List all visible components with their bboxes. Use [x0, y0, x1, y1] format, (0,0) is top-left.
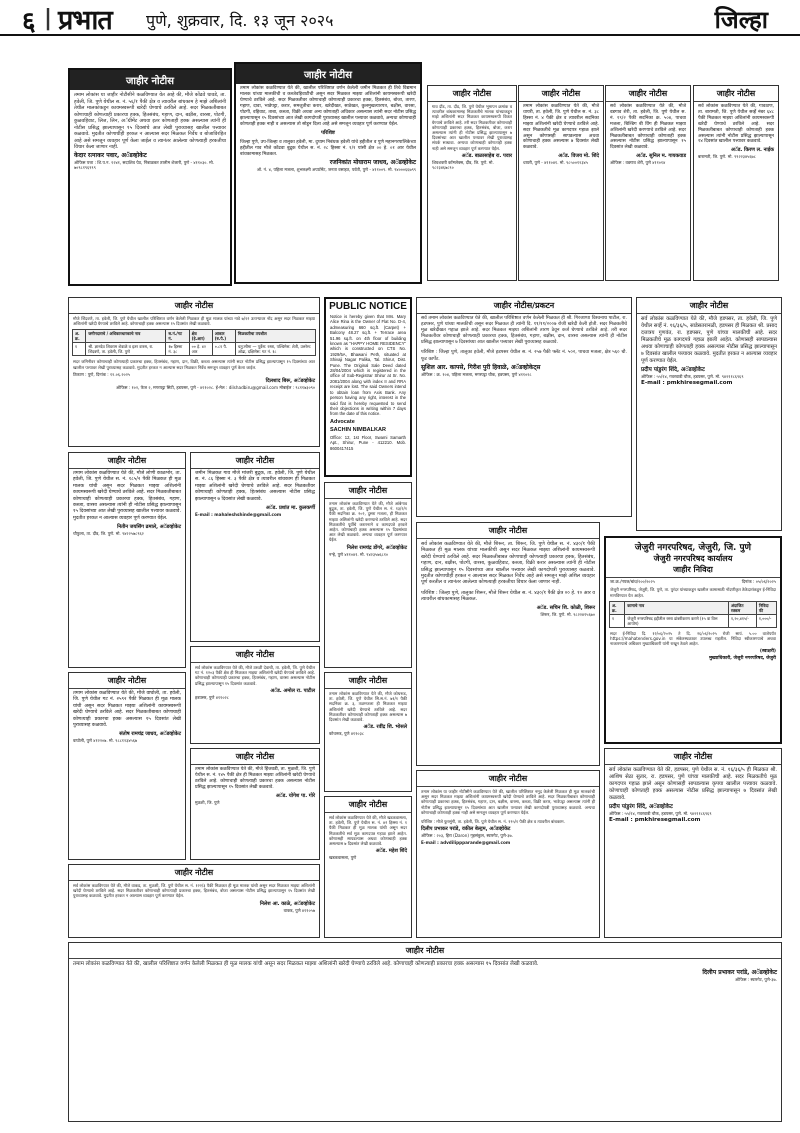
notice-kothrud: [324, 672, 412, 792]
notice-body: तमाम लोकांस कळविण्यात येते की, मौजे हिंजवडी, ता. मुळशी, जि. पुणे येथील स. नं. १४५ पैकी क्षेत्र ही मिळकत माझ्या अशिलांनी खरेदी घेण्याचे ठरविले आहे. कोणाचाही कोणत्याही प्रकारचा हक्क असल्यास नोटीस प्रसिद्ध झाल्यापासून १५ दिवसांत लेखी कळवावे.: [195, 767, 315, 790]
notice-heading: जाहीर नोटीस: [428, 86, 516, 102]
table-header: अ. क्र.: [73, 330, 86, 343]
table-header: आकार (रु.पै.): [212, 330, 235, 343]
notice-address: चौफुला, ता. दौंड, जि. पुणे. मो. ९४२२५७८९६२: [73, 531, 144, 537]
notice-body: सर्व लोकांस कळविण्यात येते की, मौजे वडगाव शेरी, ता. हवेली, जि. पुणे येथील स. नं. १९/२ पैकी सदनिका क्र. ५०४, पाचवा मजला, बिल्डिंग बी विंग ही मिळकत माझ्या अशिलांनी खरेदी करण्याचे ठरविले आहे. सदर मिळकतीबाबत कोणाचाही कोणताही हक्क असल्यास नोटीस प्रसिद्ध झाल्यापासून १५ दिवसांत लेखी कळवावे.: [610, 104, 686, 151]
notice-body: तमाम लोकांस कळविण्यात येते की, खालील परिशिष्टात वर्णन केलेली जमीन मिळकत ही तिचे विद्यमान मालक यांच्या मालकीची व कब्जेवहिवाटीची असून सदर मिळकत माझ्या अशिलांनी कायमस्वरूपी खरेदी घेण्याचे ठरविले आहे. सदर मिळकतीवर कोणाचाही कोणत्याही प्रकारचा हक्क, हितसंबंध, बोजा, तारण, गहाण, दावा, भाडेपट्टा, करार, समजुतीचा करार, खरेदीखत, साठेखत, कुलमुखत्यारपत्र, बक्षीस, वारसा, पोटगी, वहिवाट, ताबा, कब्जा, विक्री अथवा अन्य कोणताही अधिकार असल्यास त्यांनी सदर नोटीस प्रसिद्ध झाल्यापासून १५ दिवसांच्या आत लेखी कागदोपत्री पुराव्यासह खालील पत्त्यावर कळवावे, अन्यथा कोणाचाही कोणताही हक्क नाही व असल्यास तो सोडून दिला आहे असे समजून व्यवहार पूर्ण करण्यात येईल.: [240, 86, 416, 127]
tender-body: जेजुरी नगरपरिषद, जेजुरी, जि. पुणे, ता. पुरंदर यांच्याकडून खालील कामासाठी नोंदणीकृत ठेकेदारांकडून ई-निविदा मागविण्यात येत आहेत.: [610, 587, 776, 598]
notice-heading: जाहीर नोटीस: [69, 298, 319, 314]
notice-signer: प्रदीप पांडुरंग शिंदे, अॅडव्होकेट: [609, 804, 673, 810]
tender-footer: सदर ई-निविदा दि. १२/०६/२०२५ ते दि. २६/०६/२०२५ रोजी सायं. ५.०० वाजेपर्यंत https://mahatenders.gov.in या संकेतस्थळावर उपलब्ध राहतील. निविदा स्वीकारण्याचे अथवा नाकारण्याचे अधिकार मुख्याधिकारी यांनी राखून ठेवले आहेत.: [610, 630, 776, 647]
notice-body: तमाम लोकांस कळविण्यात येते की, मौजे कोथरूड, ता. हवेली, जि. पुणे येथील सि.स.नं. ७१/१ पैकी सदनिका क्र. ३, तळमजला ही मिळकत माझ्या अशिलांनी खरेदी घेण्याचे ठरविले आहे. सदर मिळकतीवर कोणाचाही कोणताही हक्क असल्यास ७ दिवसांत लेखी कळवावे.: [329, 691, 407, 723]
schedule-body: परिशिष्ट : जिल्हा पुणे, तालुका हवेली, मौजे हडपसर येथील स. नं. २५७ पैकी फ्लॅट नं. ५०२, पाचवा मजला, क्षेत्र ५६० चौ. फूट कार्पेट.: [421, 350, 627, 362]
notice-signer: अॅड. अमोल रा. पाटील: [270, 687, 315, 694]
notice-body: तमाम लोकांस कळविण्यात येते की, खालील परिशिष्टात वर्णन केलेली मिळकत ही मूळ मालक यांची असून सदर मिळकत माझ्या अशिलांनी खरेदी घेण्याचे ठरविले आहे. कोणाचाही कोणत्याही प्रकारचा हक्क असल्यास १५ दिवसांत लेखी कळवावे.: [73, 961, 539, 967]
notice-body: सर्व लोकांस कळविण्यात येते की, हडपसर, पुणे येथील स. नं. १६/३६/५ ही मिळकत श्री. आशिष सेठा सुतार, रा. हडपसर, पुणे यांच्या मालकीची आहे. सदर मिळकतीचे मूळ कागदपत्र गहाळ झाले असून कोणासही सापडल्यास कृपया खालील पत्त्यावर कळवावे. कोणाचाही कोणताही हक्क असल्यास नोटीस प्रसिद्ध झाल्यापासून ७ दिवसांत लेखी कळवावे.: [609, 767, 777, 801]
notice-heading: जाहीर नोटीस: [70, 70, 230, 90]
notice-email: E-mail : pmkhiresegmail.com: [641, 380, 733, 387]
notice-signer: अॅड. प्रशांत मा. कुलकर्णी: [265, 505, 315, 512]
notice-address: ऑफिस : क्र. १०४, पहिला मजला, मगरपट्टा चौक, हडपसर, पुणे ४११०२८: [421, 371, 532, 377]
notice-heading: जाहीर नोटीस: [191, 453, 319, 469]
notice-signer: संतोष रामचंद्र जाधव, अॅडव्होकेट: [119, 731, 181, 738]
notice-heading: जाहीर नोटीस: [325, 483, 411, 499]
table-header: मिळकतीचा तपशील: [235, 330, 315, 343]
notice-heading: जाहीर नोटीस: [637, 298, 781, 314]
notice-heading: जाहीर नोटीस: [191, 647, 319, 663]
table-cell: १,०००/-: [756, 614, 776, 627]
notice-heading: जाहीर नोटीस: [417, 771, 599, 787]
notice-address: कोथरूड, पुणे ४११०३८: [329, 731, 364, 737]
notice-email: E-mail : mahaleshshinde@gmail.com: [195, 512, 282, 518]
notice-signer: नितीन जयसिंग ढमाले, अॅडव्होकेट: [117, 524, 181, 531]
notice-manjari: [190, 452, 320, 642]
notice-heading: जाहीर नोटीस: [694, 86, 778, 102]
notice-body: सर्व लोकांस कळविण्यात येते की, मौजे खडकवासला, ता. हवेली, जि. पुणे येथील स. नं. ४२ हिस्सा नं. १ पैकी मिळकत ही मूळ मालक यांची असून सदर मिळकतीचे सर्व मूळ कागदपत्र गहाळ झाले आहेत. कोणासही सापडल्यास अथवा कोणाचाही हक्क असल्यास ७ दिवसांत लेखी कळवावे.: [329, 815, 407, 847]
notice-signer: अॅड. महेश शिंदे: [375, 848, 407, 855]
notice-body: सर्व लोकांस कळविण्यात येते की, मौजे उरुळी देवाची, ता. हवेली, जि. पुणे येथील गट नं. १२०३ पैकी क्षेत्र ही मिळकत माझ्या अशिलांनी खरेदी घेण्याचे ठरविले आहे. कोणाचाही कोणत्याही प्रकारचा हक्क, हितसंबंध, गहाण, वारसा असल्यास नोटीस प्रसिद्ध झाल्यापासून १५ दिवसांत कळवावे.: [195, 665, 315, 686]
table-header: स.नं./गट नं.: [166, 330, 189, 343]
notice-signer: केदार रत्नाकर पवार, अॅडव्होकेट: [74, 151, 147, 159]
table-header: कामाचे नाव: [625, 601, 729, 614]
notice-signer: रजनिकांत मोघाराम जाधव, अॅडव्होकेट: [329, 159, 416, 166]
masthead-separator: |: [44, 6, 53, 31]
notice-fursungi: [416, 770, 600, 938]
notice-address: ऑफिस पत्ता : शि.प.न. १२४१, सदाशिव पेठ, निंबाळकर तालीम शेजारी, पुणे - ४११०३०. मो. ७०९८१९६९९९: [74, 159, 215, 170]
notice-address: खडकवासला, पुणे: [329, 855, 357, 861]
table-header: निविदा फी: [756, 601, 776, 614]
notice-uruli-devachi: [190, 646, 320, 744]
notice-address: ऑफिस : स्वारगेट, पुणे-३७.: [735, 977, 777, 983]
notice-address: बारामती, जि. पुणे. मो. ९९२२३४५६७८: [698, 154, 756, 160]
table-cell: ०० हे. ४२ आर: [189, 343, 212, 356]
notice-shindawane: [68, 297, 320, 447]
tender-signer: मुख्याधिकारी, जेजुरी नगरपरिषद, जेजुरी: [709, 656, 776, 662]
notice-address: शिरूर, जि. पुणे. मो. ९८२२४१५६७०: [540, 611, 595, 617]
tender-date: दिनांक : ०५/०६/२०२५: [741, 579, 776, 584]
tender-jejuri: [604, 536, 782, 744]
tender-ref: जा.क्र./नपज/बांध/१००/२०२५: [610, 579, 655, 584]
notice-signer: अॅड. सचिन शि. कोळी, शिरूर: [536, 604, 595, 611]
tender-ref-row: [606, 578, 780, 585]
notice-address: नऱ्हे, पुणे ४११०४१. मो. ९४२३५७६८१०: [329, 551, 389, 557]
table-cell: श्री. ज्ञानदेव शिवराम शेवाळे व इतर वारस, रा. शिंदवणे, ता. हवेली, जि. पुणे: [86, 343, 166, 356]
notice-address: मुळशी, जि. पुणे: [195, 800, 220, 805]
table-cell: जेजुरी नगरपरिषद हद्दीतील रस्ता डांबरीकरण करणे (१५ वा वित्त आयोग): [625, 614, 729, 627]
notice-heading: PUBLIC NOTICE: [329, 301, 407, 312]
notice-heading: जाहीर नोटीस: [69, 673, 185, 689]
notice-heading: जाहीर नोटीस: [69, 943, 781, 959]
table-header: अंदाजित रक्कम: [728, 601, 756, 614]
notice-heading: जाहीर नोटीस: [605, 749, 781, 765]
table-cell: १: [73, 343, 86, 356]
notice-body: सर्व लोकांस कळविण्यात येते की, मौजे शिरूर, ता. शिरूर, जि. पुणे येथील स. नं. ४३०/१ पैकी मिळकत ही मूळ मालक यांच्या मालकीची असून सदर मिळकत माझ्या अशिलांनी कायमस्वरूपी खरेदी घेण्याचे ठरविले आहे. सदर मिळकतीबाबत कोणाचाही कोणत्याही प्रकारचा हक्क, हितसंबंध, गहाण, दान, बक्षीस, पोटगी, वारसा, कुळवहिवाट, कब्जा, विक्री करार असल्यास त्यांनी ही नोटीस प्रसिद्ध झाल्यापासून १५ दिवसांच्या आत खालील पत्त्यावर लेखी कागदोपत्री पुराव्यासह कळवावे. मुदतीत कोणाचीही हरकत न आल्यास सदर मिळकत निर्वेध आहे असे समजून माझे अशिल व्यवहार पूर्ण करतील व त्यानंतर आलेल्या कोणत्याही हरकतीचा विचार केला जाणार नाही.: [421, 541, 595, 586]
notice-heading: जाहीर नोटीस: [417, 523, 599, 539]
notice-daund: [427, 85, 517, 281]
schedule-body: परिशिष्ट : जिल्हा पुणे, तालुका शिरूर, मौजे शिरूर येथील स. नं. ४३०/१ पैकी क्षेत्र ०० हे. १० आर व त्यावरील बांधकामासह मिळकत.: [421, 589, 595, 603]
table-header: अ. क्र.: [610, 601, 625, 614]
table-cell: ०.८१ पै.: [212, 343, 235, 356]
notice-address: Office: 12, 1st Floor, Swami Samarth Apt., Shirur, Pune - 412210. Mob. 8600417415: [330, 434, 406, 451]
notice-heading: जाहीर नोटीस: [606, 86, 690, 102]
tender-title: जेजुरी नगरपरिषद, जेजुरी, जि. पुणे: [634, 543, 752, 553]
notice-body: सर्व तमाम लोकांस कळविण्यात येते की, खालील परिशिष्टात वर्णन केलेली मिळकत ही श्री. गिरजाप्पा विश्वनाथ पाटील, रा. हडपसर, पुणे यांच्या मालकीची असून सदर मिळकत ही त्यांनी दि. ११/११/२००७ रोजी खरेदी केली होती. सदर मिळकतीचे मूळ खरेदीखत गहाळ झाले आहे. सदर मिळकत माझ्या अशिलांनी तारण ठेवून कर्ज घेण्याचे ठरविले आहे. तरी सदर मिळकतीवर कोणाचाही कोणत्याही प्रकारचा हक्क, हितसंबंध, गहाण, बक्षीस, दान, वारसा असल्यास त्यांनी ही नोटीस प्रसिद्ध झाल्यापासून ७ दिवसांच्या आत खालील पत्त्यावर लेखी पुराव्यासह कळवावे.: [421, 316, 627, 346]
notice-body: तमाम लोकांस या जाहीर नोटीसीने कळविण्यात येत आहे की, मौजे कोंढवे धावडे, ता. हवेली, जि. पुणे येथील स. नं. ५६/१ पैकी क्षेत्र व त्यावरील बांधकाम हे माझे अशिलांनी तेथील मालकांकडून कायमस्वरूपी खरेदी घेण्याचे ठरविले आहे. सदर मिळकतीबाबत कोणाचाही कोणत्याही प्रकारचा हक्क, हितसंबंध, गहाण, दान, बक्षीस, वारसा, पोटगी, कुळवहिवाट, लिज, लिन, अॅग्रीमेंट अथवा इतर कोणताही हक्क असल्यास त्यांनी ही नोटीस प्रसिद्ध झाल्यापासून १५ दिवसांचे आत लेखी पुराव्यासह खालील पत्त्यावर कळवावे. मुदतीत कोणाचीही हरकत न आल्यास सदर मिळकत निर्वेध व बोजाविरहित आहे असे समजून व्यवहार पूर्ण केला जाईल व त्यानंतर आलेल्या कोणत्याही हरकतीचा विचार केला जाणार नाही.: [74, 92, 226, 150]
notice-address: ऑफिस : १०२, फेज २, मगरपट्टा सिटी, हडपसर, पुणे - ४११०२८. ई-मेल : dilshadbiru@gmail.com मोबाईल : ९८११७३०९०: [115, 385, 315, 391]
notice-heading: जाहीर नोटीस: [519, 86, 603, 102]
notice-shirur: [416, 522, 600, 766]
notice-signer: अॅड. किरण ल. नाईक: [730, 147, 774, 154]
notice-signer: अॅड. सुनिल म. गायकवाड: [636, 153, 686, 160]
table-row: [610, 614, 777, 627]
notice-body: Notice is hereby given that Mrs. Mary Alice Rina is the Owner of Flat No. D-4, admeasuring 660 sq.ft. (Carpet) + Balcony 48.27 sq.ft. + Terrace area 51.96 sq.ft. on 4th floor of building known as "HAPPY HOME RESIDENCY" which is constructed on CTS No. 1929/5A, Bhawani Peth, situated at Shivaji Nagar Palika, Tal. Shirur, Dist. Pune. The Original Sale Deed dated 28/04/2004 which is registered in the office of Sub-Registrar Shirur at Sr. No. 2081/2004 along with index II and RRA receipt are lost. The said Owners intend to obtain loan from Axis Bank. Any person having any right, interest in the said flat is hereby requested to send their objections in writing within 7 days from the date of this notice.: [330, 314, 406, 417]
notice-closing: सदर जमिनीवर कोणाचाही कोणत्याही प्रकारचा हक्क, हितसंबंध, गहाण, दान, विक्री, कब्जा असल्यास त्यांनी सदर नोटीस प्रसिद्ध झाल्यापासून १५ दिवसांच्या आत खालील पत्त्यावर लेखी पुराव्यासह कळवावे. मुदतीत हरकत न आल्यास सदर मिळकत निर्वेध समजून व्यवहार पूर्ण केला जाईल.: [73, 359, 315, 370]
notice-signer: अॅड. विजय मो. शिंदे: [558, 153, 599, 160]
tender-kind: जाहीर निविदा: [606, 564, 780, 578]
notice-address: ऑ. नं. ४, पहिला मजला, शुभलक्ष्मी अपार्टमेंट, जनता वसाहत, पर्वती, पुणे - ४११००९. मो. ९४०००६६७९९: [256, 167, 416, 172]
newspaper-name: प्रभात: [58, 5, 112, 36]
notice-signer: अॅड. बाळासाहेब रा. पवार: [461, 152, 512, 159]
masthead: [0, 0, 800, 36]
schedule-title: परिशिष्ट: [321, 130, 335, 136]
notice-heading: जाहीर नोटीस: [236, 64, 420, 84]
section-name: जिल्हा: [714, 5, 768, 34]
notice-wakad: [68, 864, 320, 938]
notice-place-date: ठिकाण : पुणे, दिनांक : १२.०६.२०२५: [73, 371, 131, 377]
notice-heading: जाहीर नोटीस: [191, 749, 319, 765]
notice-khadakwasla: [324, 796, 412, 938]
notice-address: शिवशक्ती कॉम्प्लेक्स, दौंड, जि. पुणे. मो. ९८२३४६७८९०: [432, 159, 494, 171]
notice-body: जमीन मिळकत गाव मौजे मांजरी बुद्रुक, ता. हवेली, जि. पुणे येथील स. नं. ८६ हिस्सा नं. ३ पैकी क्षेत्र व त्यावरील बांधकाम ही मिळकत माझ्या अशिलांनी खरेदी घेण्याचे ठरविले आहे. सदर मिळकतीवर कोणाचाही कोणताही हक्क, हितसंबंध असल्यास नोटीस प्रसिद्ध झाल्यापासून ७ दिवसांत लेखी कळवावे.: [195, 471, 315, 502]
notice-email: E-mail : pmkhiresegmail.com: [609, 817, 701, 824]
notice-body: तमाम लोकांस कळविण्यात येते की, मौजे वाघोली, ता. हवेली, जि. पुणे येथील गट नं. २५९२ पैकी मिळकत ही मूळ मालक यांची असून सदर मिळकत माझ्या अशिलांनी कायमस्वरूपी खरेदी घेण्याचे ठरविले आहे. सदर मिळकतीबाबत कोणाचाही कोणत्याही प्रकारचा हक्क असल्यास १५ दिवसांत लेखी पुराव्यासह कळवावे.: [73, 691, 181, 729]
notice-body: तमाम लोकांस कळविण्यात येते की, मौजे लोणी काळभोर, ता. हवेली, जि. पुणे येथील स. नं. १८५/२ पैकी मिळकत ही मूळ मालक यांची असून सदर मिळकत माझ्या अशिलांनी कायमस्वरूपी खरेदी घेण्याचे ठरविले आहे. सदर मिळकतीबाबत कोणाचाही कोणत्याही प्रकारचा हक्क, हितसंबंध, गहाण, कब्जा, वारसा असल्यास त्यांनी ही नोटीस प्रसिद्ध झाल्यापासून १५ दिवसांच्या आत लेखी पुराव्यासह खालील पत्त्यावर कळवावे. मुदतीत हरकत न आल्यास व्यवहार पूर्ण करण्यात येईल.: [73, 471, 181, 521]
table-header: जमीनदाराचे / अधिकारधारकाचे नाव: [86, 330, 166, 343]
notice-hadapsar-gunwant: [636, 297, 782, 531]
schedule-body: जिल्हा पुणे, उप-जिल्हा व तालुका हवेली, मा. दुय्यम निबंधक हवेली यांचे हद्दीतील व पुणे महानगरपालिकेच्या हद्दीतील गाव मौजे कोंढवा बुद्रुक येथील स. नं. २८ हिस्सा नं. १/१ यांसी क्षेत्र ०० हे. ०१ आर येथील बांधकामासह मिळकत.: [240, 140, 416, 157]
notice-address: ऑफिस : ५५/१४, गवरवाडी चौक, हडपसर, पुणे. मो. ९४२११८६९६९: [609, 811, 712, 816]
notice-body: तमाम लोकांस या जाहीर नोटीसीने कळविण्यात येते की, खालील परिशिष्टात नमूद केलेली मिळकत ही मूळ मालकांची असून सदर मिळकत माझ्या अशिलांनी कायमस्वरूपी खरेदी घेण्याचे ठरविले आहे. सदर मिळकतीबाबत कोणाचाही कोणत्याही प्रकारचा हक्क, हितसंबंध, गहाण, दान, बक्षीस, वारसा, कब्जा, विक्री करार, भाडेपट्टा असल्यास त्यांनी ही नोटीस प्रसिद्ध झाल्यापासून १५ दिवसांच्या आत खालील पत्त्यावर लेखी कागदोपत्री पुराव्यासह कळवावे. अन्यथा कोणाचाही कोणताही हक्क नाही असे समजून व्यवहार पूर्ण करण्यात येईल.: [421, 789, 595, 815]
notice-land-kondhwe: [68, 68, 232, 286]
notice-signer: निलेश रामचंद्र डोंगरे, अॅडव्होकेट: [346, 544, 407, 551]
table-cell: १७ हिस्सा नं. ३८: [166, 343, 189, 356]
tender-subtitle: जेजुरी नगरपरिषद कार्यालय: [653, 553, 733, 563]
notice-signer: SACHIN NIMBALKAR: [330, 426, 386, 433]
notice-body: सर्व लोकांस कळविण्यात येते की, मौजे वाकड, ता. मुळशी, जि. पुणे येथील स. नं. १२२/३ पैकी मिळकत ही मूळ मालक यांची असून सदर मिळकत माझ्या अशिलांनी खरेदी घेण्याचे ठरविले आहे. सदर मिळकतीवर कोणाचाही कोणत्याही प्रकारचा हक्क, हितसंबंध, बोजा असल्यास नोटीस प्रसिद्ध झाल्यापासून १५ दिवसांत लेखी पुराव्यासह कळवावे. मुदतीत हरकत न आल्यास व्यवहार पूर्ण करण्यात येईल.: [73, 883, 315, 899]
land-schedule-table: [72, 329, 316, 356]
table-header: क्षेत्र (हे.आर): [189, 330, 212, 343]
tender-signature-mark: (स्वाक्षरी): [759, 649, 776, 655]
notice-wadgaon-sheri: [605, 85, 691, 281]
notice-proclamation-hadapsar: [416, 297, 632, 517]
notice-land-kondhwa: [234, 62, 422, 284]
notice-heading: जाहीर नोटीस: [325, 673, 411, 689]
notice-hinjawadi: [190, 748, 320, 860]
notice-body: सर्व लोकांस कळविण्यात येते की, मौजे हडपसर, ता. हवेली, जि. पुणे येथील सर्व्हे नं. १६/३६/५, साडेसतरानळी, हडपसर ही मिळकत श्री. प्रसाद दत्तात्रय गुणवंत, रा. हडपसर, पुणे यांच्या मालकीची आहे. सदर मिळकतीचे मूळ कागदपत्रे गहाळ झाली आहेत. कोणासही सापडल्यास अथवा कोणाचाही कोणताही हक्क असल्यास नोटीस प्रसिद्ध झाल्यापासून ७ दिवसांत खालील पत्त्यावर कळवावे. मुदतीत हरकत न आल्यास व्यवहार पूर्ण करण्यात येईल.: [641, 316, 777, 364]
notice-signer: दिलीप प्रभाकर परांडे, अॅडव्होकेट: [702, 969, 777, 977]
notice-body: गाव दौंड, ता. दौंड, जि. पुणे येथील भूमापन क्रमांक व त्यावरील बांधकामासह मिळकतीचे मालक यांच्याकडून माझे अशिलांनी सदर मिळकत कायमस्वरूपी विकत घेण्याचे ठरविले आहे. तरी सदर मिळकतीवर कोणाचाही कोणत्याही प्रकारचा हक्क, हितसंबंध, बोजा, करार असल्यास त्यांनी ही नोटीस प्रसिद्ध झाल्यापासून ७ दिवसांच्या आत खालील पत्त्यावर लेखी पुराव्यासह संपर्क साधावा. अन्यथा कोणाचाही कोणताही हक्क नाही असे समजून व्यवहार पूर्ण करण्यात येईल.: [432, 104, 512, 151]
page-number: ६: [22, 7, 36, 37]
notice-signer: दिलीप प्रभाकर परांडे, वकील बेल्ट्रम, अॅडव्होकेट: [421, 826, 511, 833]
notice-body: तमाम लोकांस कळविण्यात येते की, मौजे आंबेगाव बुद्रुक, ता. हवेली, जि. पुणे येथील स. नं. १३/२/१ पैकी सदनिका क्र. २०२, दुसरा मजला, ही मिळकत माझ्या अशिलांनी खरेदी करण्याचे ठरविले आहे. सदर मिळकतीचे पूर्वीचे करारनामे व कागदपत्रे हरवले आहेत. कोणाचाही हक्क असल्यास १५ दिवसांच्या आत लेखी कळवावे. अन्यथा व्यवहार पूर्ण करण्यात येईल.: [329, 501, 407, 543]
tender-table: [609, 601, 777, 628]
notice-heading: जाहीर नोटीस/प्रकटन: [417, 298, 631, 314]
notice-ambegaon: [324, 482, 412, 668]
notice-heading: जाहीर नोटीस: [69, 865, 319, 881]
notice-hadapsar-sutar: [604, 748, 782, 938]
notice-address: हडपसर, पुणे ४११०२८: [195, 694, 229, 700]
notice-heading: जाहीर नोटीस: [69, 453, 185, 469]
notice-signer: अॅड. योगेश पा. गोरे: [275, 793, 315, 799]
notice-signer: दिलशाद बिरू, अॅडव्होकेट: [265, 378, 315, 385]
advocate-label: Advocate: [330, 418, 355, 425]
notice-heading: जाहीर नोटीस: [325, 797, 411, 813]
table-cell: १,२०,४१५/-: [728, 614, 756, 627]
notice-address: ऑफिस : ५५/१४, गवरवाडी चौक, हडपसर, पुणे. मो. ९४२११८६९६९: [641, 374, 744, 379]
notice-address: ऑफिस : २०३, हिरा (Daron) गृहसंकुल, स्वारगेट, पुणे-३७.: [421, 833, 513, 839]
notice-intro: मौजे शिंदवणे, ता. हवेली, जि. पुणे येथील खालील परिशिष्टात वर्णन केलेली मिळकत ही मूळ मालक यांच्या नावे ७/१२ उताऱ्यावर नोंद असून सदर मिळकत माझ्या अशिलांनी खरेदी घेण्याचे ठरविले आहे. कोणाचाही हक्क असल्यास १५ दिवसांत लेखी कळवावे.: [73, 316, 315, 327]
notice-address: ऑफिस : वडगाव शेरी, पुणे ४११०१४: [610, 160, 666, 166]
schedule-body: परिशिष्ट : मौजे फुरसुंगी, ता. हवेली, जि. पुणे येथील स. नं. १९५/१ पैकी क्षेत्र व त्यावरील बांधकाम.: [421, 819, 565, 825]
notice-public-english: [324, 297, 412, 477]
table-cell: १: [610, 614, 625, 627]
notice-wagholi: [68, 672, 186, 860]
notice-body: सर्व लोकांस कळविण्यात येते की, गावठाण, ता. बारामती, जि. पुणे येथील सर्व्हे नंबर ६४८ पैकी मिळकत माझ्या अशिलांनी कायमस्वरूपी खरेदी घेण्याचे ठरविले आहे. सदर मिळकतीबाबत कोणाचाही कोणताही हक्क असल्यास त्यांनी नोटीस प्रसिद्ध झाल्यापासून १४ दिवसांत खालील पत्त्यावर कळवावे.: [698, 104, 774, 145]
notice-signer: अॅड. रवींद्र शि. भोसले: [363, 724, 407, 731]
notice-address: धायरी, पुणे - ४११०४१. मो. ९८५००१२३४५: [523, 160, 588, 166]
table-row: [73, 343, 316, 356]
notice-baramati: [693, 85, 779, 281]
notice-address: वाकड, पुणे ४११०५७: [283, 907, 315, 913]
notice-body: तमाम लोकांस कळविण्यात येते की, मौजे धायरी, ता. हवेली, जि. पुणे येथील स. नं. ३८ हिस्सा नं. ४ पैकी क्षेत्र व त्यावरील सदनिका माझ्या अशिलांनी खरेदी घेण्याचे ठरविले आहे. सदर मिळकतीचे मूळ कागदपत्र गहाळ झाले असून कोणासही सापडल्यास अथवा कोणाचाही हक्क असल्यास ७ दिवसांत लेखी कळवावे.: [523, 104, 599, 151]
notice-signer: निलेश आ. काळे, अॅडव्होकेट: [259, 900, 315, 907]
notice-dhayari: [518, 85, 604, 281]
notice-address: वाघोली, पुणे ४१२२०७. मो. ९८८१२३४५६७: [73, 738, 138, 744]
notice-bottom-strip: [68, 942, 782, 1122]
notice-signer: सुशिल आर. कापसे, गिरीश पुरी हिवाळे, अॅडव्होकेट्स: [421, 363, 541, 371]
table-cell: चतु:सीमा — पूर्वेस: रस्ता, पश्चिमेस: शेती, उत्तरेस: ओढा, दक्षिणेस: गट नं. १८: [235, 343, 315, 356]
notice-loni-kalbhor: [68, 452, 186, 668]
edition-date: पुणे, शुक्रवार, दि. १३ जून २०२५: [146, 11, 334, 30]
notice-email: E-mail : advdilippparande@gmail.com: [421, 839, 511, 845]
notice-signer: प्रदीप पांडुरंग शिंदे, अॅडव्होकेट: [641, 367, 705, 373]
